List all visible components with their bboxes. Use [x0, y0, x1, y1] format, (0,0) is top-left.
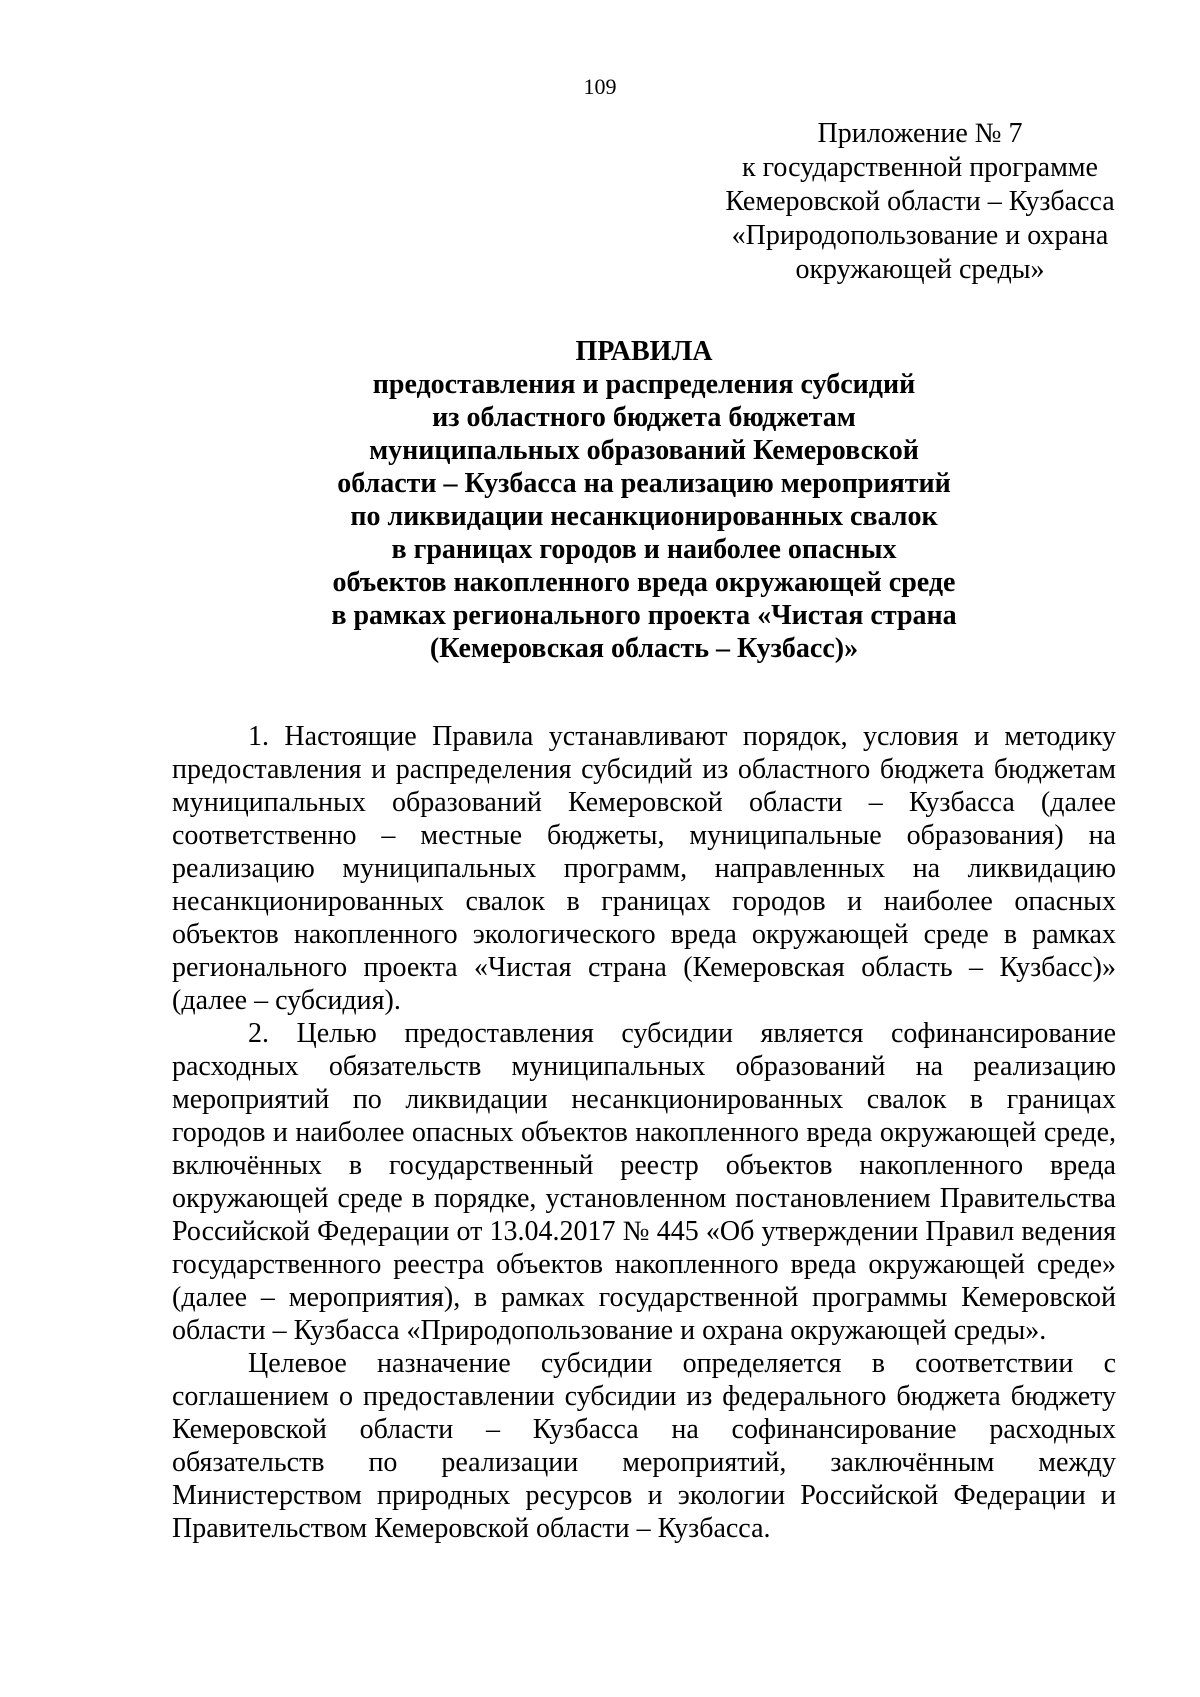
- paragraph-2: 2. Целью предоставления субсидии является софинансирование расходных обязательств муниципальных образований на реализацию мероприятий по ликвидации несанкционированных свалок в границах городов и наиболее опасных объектов накопленного вреда окружающей среде, включённых в государственный реестр объектов накопленного вреда окружающей среде в порядке, установленном постановлением Правительства Российской Федерации от 13.04.2017 № 445 «Об утверждении Правил ведения государственного реестра объектов накопленного вреда окружающей среде» (далее – мероприятия), в рамках государственной программы Кемеровской области – Кузбасса «Природопользование и охрана окружающей среды».: [172, 1018, 1116, 1346]
- title-line: предоставления и распределения субсидий: [372, 369, 916, 400]
- paragraph-3: Целевое назначение субсидии определяется в соответствии с соглашением о предоставлении субсидии из федерального бюджета бюджету Кемеровской области – Кузбасса на софинансирование расходных обязательств по реализации мероприятий, заключённым между Министерством природных ресурсов и экологии Российской Федерации и Правительством Кемеровской области – Кузбасса.: [172, 1348, 1116, 1544]
- title-line: в рамках регионального проекта «Чистая страна: [331, 600, 957, 631]
- document-title: [172, 335, 1116, 665]
- appendix-reference: [700, 117, 1140, 287]
- title-line: в границах городов и наиболее опасных: [391, 534, 897, 565]
- title-line: по ликвидации несанкционированных свалок: [350, 501, 938, 532]
- appendix-line: «Природопользование и охрана: [731, 220, 1109, 251]
- title-heading: ПРАВИЛА: [575, 336, 713, 367]
- paragraph-1: 1. Настоящие Правила устанавливают порядок, условия и методику предоставления и распределения субсидий из областного бюджета бюджетам муниципальных образований Кемеровской области – Кузбасса (далее соответственно – местные бюджеты, муниципальные образования) на реализацию муниципальных программ, направленных на ликвидацию несанкционированных свалок в границах городов и наиболее опасных объектов накопленного экологического вреда окружающей среде в рамках регионального проекта «Чистая страна (Кемеровская область – Кузбасс)» (далее – субсидия).: [172, 721, 1116, 1016]
- appendix-line: окружающей среды»: [795, 254, 1045, 285]
- page-number: 109: [583, 74, 617, 99]
- appendix-line: Кемеровской области – Кузбасса: [725, 186, 1115, 217]
- appendix-line: Приложение № 7: [817, 118, 1023, 149]
- appendix-line: к государственной программе: [742, 152, 1098, 183]
- title-line: (Кемеровская область – Кузбасс)»: [429, 633, 859, 664]
- title-line: объектов накопленного вреда окружающей среде: [332, 567, 956, 598]
- title-line: из областного бюджета бюджетам: [432, 402, 856, 433]
- title-line: области – Кузбасса на реализацию мероприятий: [337, 468, 951, 499]
- title-line: муниципальных образований Кемеровской: [369, 435, 919, 466]
- document-body: [172, 720, 1116, 1545]
